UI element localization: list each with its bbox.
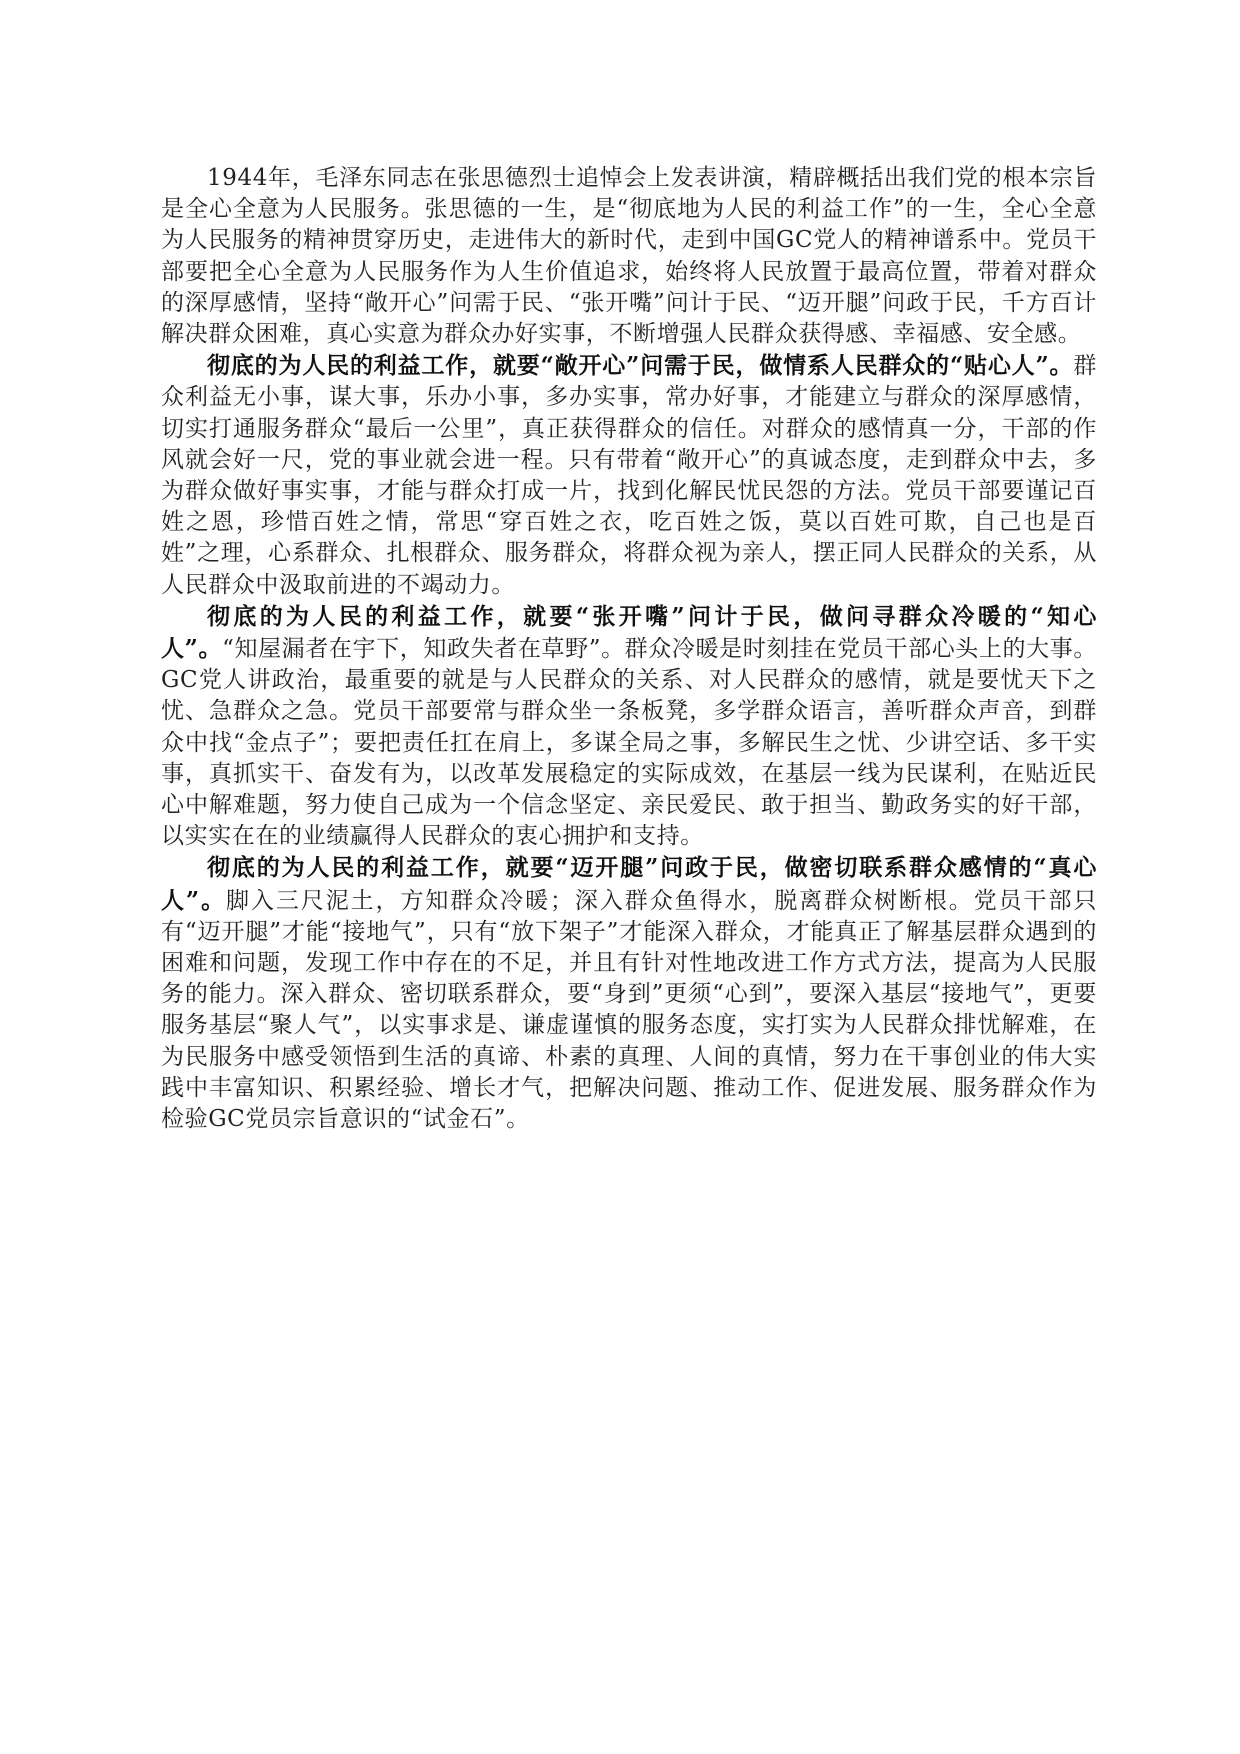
paragraph-lead: 彻底的为人民的利益工作，就要“敞开心”问需于民，做情系人民群众的“贴心人”。 [207, 352, 1074, 380]
paragraph-intro [161, 162, 1097, 350]
paragraph-text: 1944年，毛泽东同志在张思德烈士追悼会上发表讲演，精辟概括出我们党的根本宗旨是全心全意为人民服务。张思德的一生，是“彻底地为人民的利益工作”的一生，全心全意为人民服务的精神贯穿历史，走进伟大的新时代，走到中国GC党人的精神谱系中。党员干部要把全心全意为人民服务作为人生价值追求，始终将人民放置于最高位置，带着对群众的深厚感情，坚持“敞开心”问需于民、“张开嘴”问计于民、“迈开腿”问政于民，千方百计解决群众困难，真心实意为群众办好实事，不断增强人民群众获得感、幸福感、安全感。 [161, 165, 1097, 348]
paragraph-text: 脚入三尺泥土，方知群众冷暖；深入群众鱼得水，脱离群众树断根。党员干部只有“迈开腿”才能“接地气”，只有“放下架子”才能深入群众，才能真正了解基层群众遇到的困难和问题，发现工作中存在的不足，并且有针对性地改进工作方式方法，提高为人民服务的能力。深入群众、密切联系群众，要“身到”更须“心到”，要深入基层“接地气”，更要服务基层“聚人气”，以实事求是、谦虚谨慎的服务态度，实打实为人民群众排忧解难，在为民服务中感受领悟到生活的真谛、朴素的真理、人间的真情，努力在干事创业的伟大实践中丰富知识、积累经验、增长才气，把解决问题、推动工作、促进发展、服务群众作为检验GC党员宗旨意识的“试金石”。 [161, 887, 1097, 1133]
paragraph-open-mouth [161, 601, 1097, 853]
paragraph-text: “知屋漏者在宇下，知政失者在草野”。群众冷暖是时刻挂在党员干部心头上的大事。GC党人讲政治，最重要的就是与人民群众的关系、对人民群众的感情，就是要忧天下之忧、急群众之急。党员干部要常与群众坐一条板凳，多学群众语言，善听群众声音，到群众中找“金点子”；要把责任扛在肩上，多谋全局之事，多解民生之忧、少讲空话、多干实事，真抓实干、奋发有为，以改革发展稳定的实际成效，在基层一线为民谋利，在贴近民心中解难题，努力使自己成为一个信念坚定、亲民爱民、敢于担当、勤政务实的好干部，以实实在在的业绩赢得人民群众的衷心拥护和支持。 [161, 636, 1097, 850]
paragraph-lead: 彻底的为人民的利益工作，就要“张开嘴”问计于民，做问寻群众冷暖的“知心人”。 [161, 602, 1097, 663]
paragraph-step-out [161, 852, 1097, 1135]
paragraph-open-heart [161, 350, 1097, 601]
paragraph-text: 群众利益无小事，谋大事，乐办小事，多办实事，常办好事，才能建立与群众的深厚感情，切实打通服务群众“最后一公里”，真正获得群众的信任。对群众的感情真一分，干部的作风就会好一尺，党的事业就会进一程。只有带着“敞开心”的真诚态度，走到群众中去，多为群众做好事实事，才能与群众打成一片，找到化解民忧民怨的方法。党员干部要谨记百姓之恩，珍惜百姓之情，常思“穿百姓之衣，吃百姓之饭，莫以百姓可欺，自己也是百姓”之理，心系群众、扎根群众、服务群众，将群众视为亲人，摆正同人民群众的关系，从人民群众中汲取前进的不竭动力。 [161, 353, 1097, 598]
paragraph-lead: 彻底的为人民的利益工作，就要“迈开腿”问政于民，做密切联系群众感情的“真心人”。 [161, 854, 1097, 914]
document-body [161, 162, 1097, 1135]
